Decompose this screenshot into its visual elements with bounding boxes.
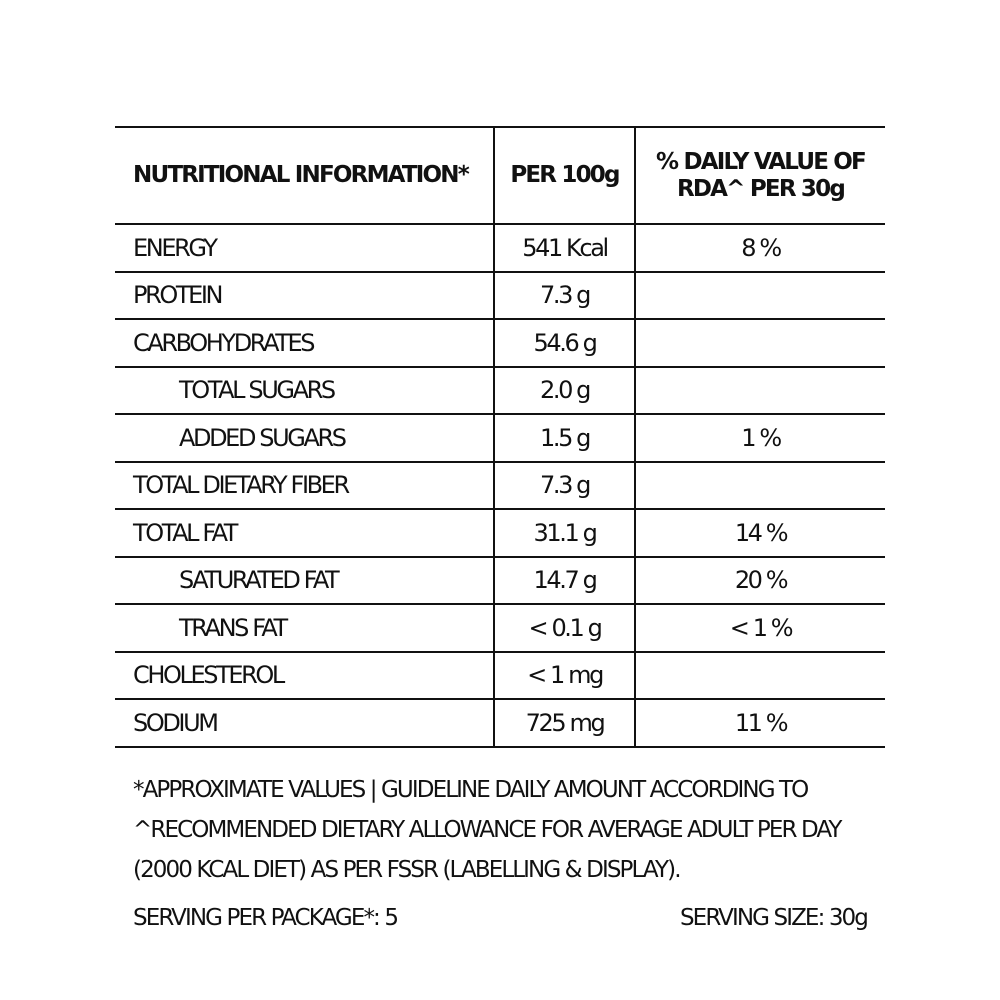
table-row-sodium: [115, 699, 885, 747]
nutrient-daily-value: [635, 652, 885, 700]
table-row-protein: [115, 272, 885, 320]
nutrient-name: TOTAL FAT: [115, 509, 494, 557]
nutrition-table: [115, 126, 885, 748]
nutrient-name: TOTAL SUGARS: [115, 367, 494, 415]
footnote-line-3: (2000 KCAL DIET) AS PER FSSR (LABELLING & DISPLAY).: [133, 857, 680, 883]
nutrient-name: ENERGY: [115, 224, 494, 272]
nutrient-per-100g: 7.3 g: [494, 462, 635, 510]
table-row-added-sugars: [115, 414, 885, 462]
footnote-line-1: *APPROXIMATE VALUES | GUIDELINE DAILY AMOUNT ACCORDING TO: [133, 777, 808, 803]
nutrient-per-100g: 7.3 g: [494, 272, 635, 320]
table-row-total-sugars: [115, 367, 885, 415]
header-daily-value-line1: % DAILY VALUE OF: [656, 149, 865, 176]
nutrient-per-100g: 54.6 g: [494, 319, 635, 367]
nutrient-daily-value: 20 %: [635, 557, 885, 605]
nutrient-per-100g: 725 mg: [494, 699, 635, 747]
nutrient-name: CHOLESTEROL: [115, 652, 494, 700]
nutrient-daily-value: 8 %: [635, 224, 885, 272]
nutrient-daily-value: [635, 272, 885, 320]
header-daily-value-line2: RDA^ PER 30g: [676, 175, 845, 202]
nutrient-per-100g: 1.5 g: [494, 414, 635, 462]
nutrient-per-100g: 14.7 g: [494, 557, 635, 605]
table-row-carbohydrates: [115, 319, 885, 367]
nutrient-name: CARBOHYDRATES: [115, 319, 494, 367]
header-per-100g: PER 100g: [494, 127, 635, 224]
nutrient-daily-value: 14 %: [635, 509, 885, 557]
nutrient-daily-value: [635, 367, 885, 415]
nutrient-daily-value: 11 %: [635, 699, 885, 747]
table-row-total-fat: [115, 509, 885, 557]
nutrient-per-100g: 541 Kcal: [494, 224, 635, 272]
nutrient-per-100g: < 1 mg: [494, 652, 635, 700]
header-daily-value: [635, 127, 885, 224]
header-nutritional-information: NUTRITIONAL INFORMATION*: [115, 127, 494, 224]
serving-info: [133, 898, 867, 938]
table-row-total-dietary-fiber: [115, 462, 885, 510]
nutrient-name: SODIUM: [115, 699, 494, 747]
nutrient-daily-value: [635, 319, 885, 367]
nutrient-per-100g: < 0.1 g: [494, 604, 635, 652]
nutrient-name: ADDED SUGARS: [115, 414, 494, 462]
table-row-cholesterol: [115, 652, 885, 700]
nutrition-label: [115, 126, 885, 748]
nutrient-name: SATURATED FAT: [115, 557, 494, 605]
table-row-saturated-fat: [115, 557, 885, 605]
table-row-trans-fat: [115, 604, 885, 652]
nutrient-daily-value: [635, 462, 885, 510]
nutrient-daily-value: 1 %: [635, 414, 885, 462]
serving-size: SERVING SIZE: 30g: [679, 905, 867, 931]
nutrient-name: PROTEIN: [115, 272, 494, 320]
serving-per-package: SERVING PER PACKAGE*: 5: [133, 905, 398, 931]
nutrient-daily-value: < 1 %: [635, 604, 885, 652]
table-header-row: [115, 127, 885, 224]
nutrient-per-100g: 31.1 g: [494, 509, 635, 557]
nutrient-per-100g: 2.0 g: [494, 367, 635, 415]
footnote: [133, 770, 867, 890]
nutrient-name: TOTAL DIETARY FIBER: [115, 462, 494, 510]
footnote-line-2: ^RECOMMENDED DIETARY ALLOWANCE FOR AVERAGE ADULT PER DAY: [133, 817, 841, 843]
nutrient-name: TRANS FAT: [115, 604, 494, 652]
table-row-energy: [115, 224, 885, 272]
